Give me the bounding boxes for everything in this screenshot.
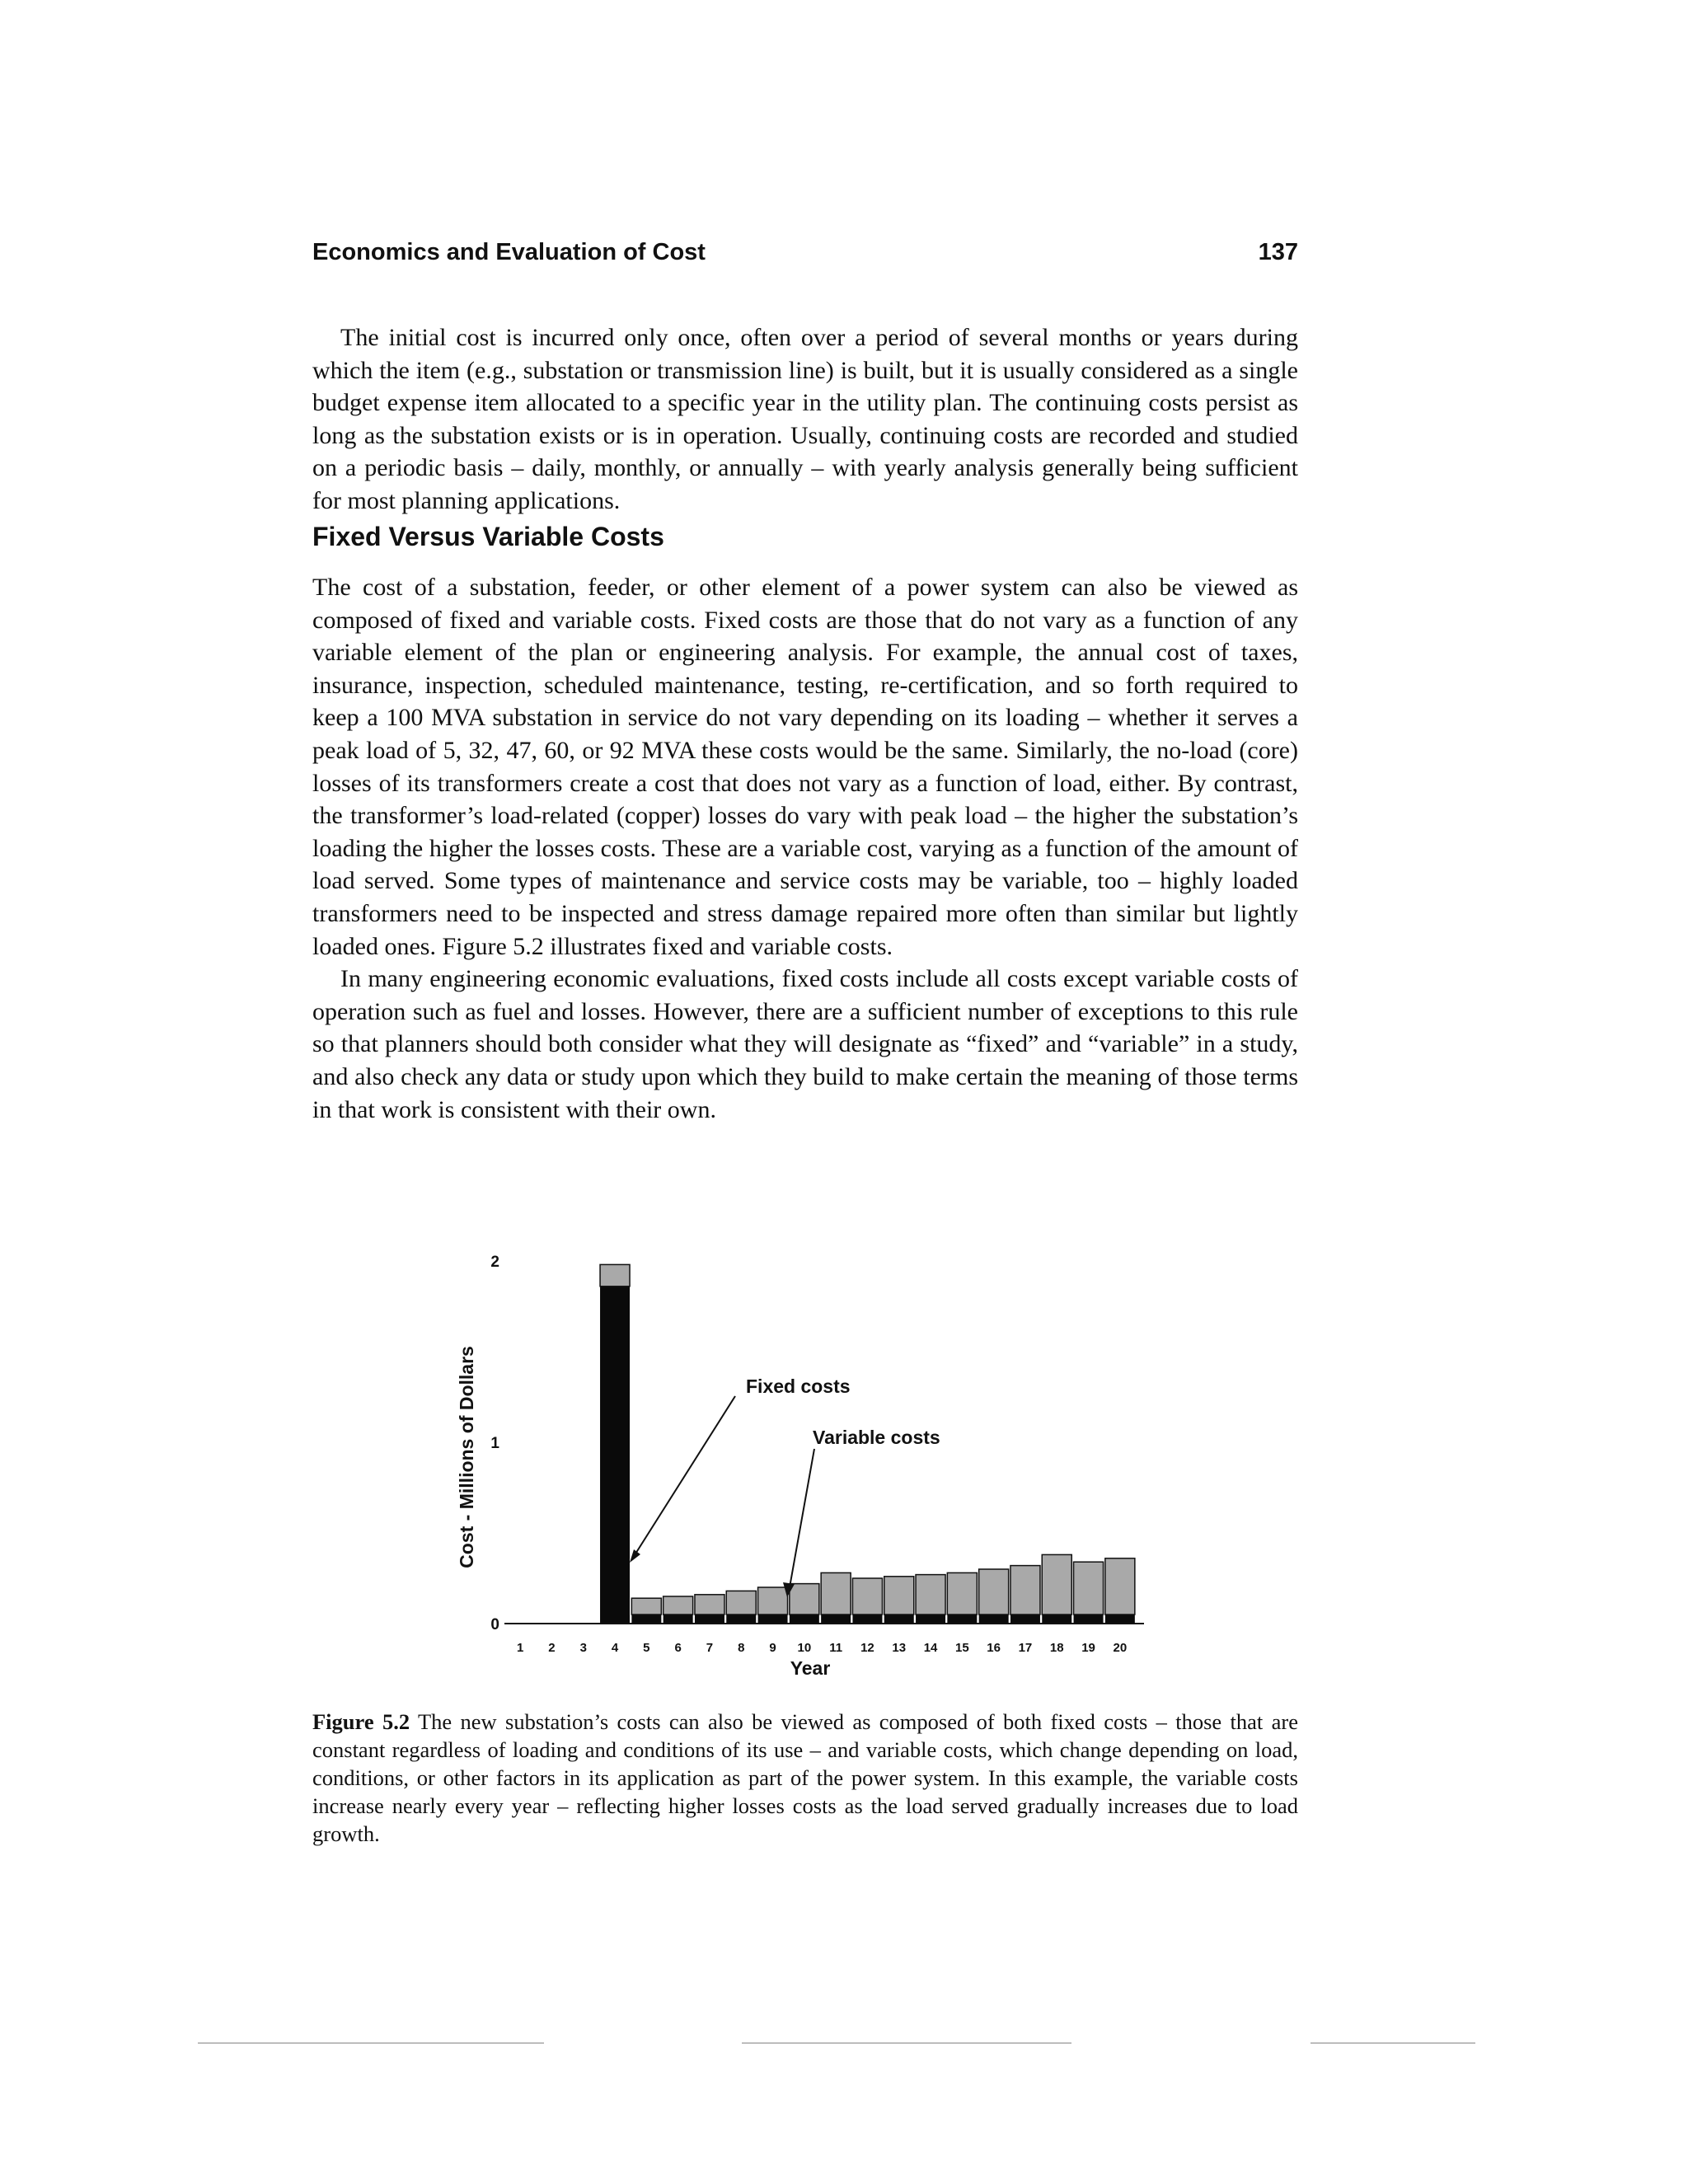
figure-5-2	[445, 1244, 1187, 1706]
x-tick-label: 16	[987, 1641, 1001, 1655]
x-tick-label: 1	[516, 1641, 524, 1655]
bar-fixed-year-7	[695, 1615, 724, 1624]
fixed-costs-pointer	[633, 1396, 735, 1558]
bar-fixed-year-20	[1105, 1615, 1135, 1624]
bar-fixed-year-16	[979, 1615, 1009, 1624]
variable-costs-pointer	[790, 1449, 814, 1587]
x-tick-label: 9	[769, 1641, 776, 1655]
cost-chart	[445, 1244, 1187, 1706]
fixed-costs-arrowhead	[630, 1549, 640, 1563]
bar-variable-year-20	[1105, 1558, 1135, 1615]
bar-fixed-year-9	[758, 1615, 788, 1624]
y-ticks	[490, 1254, 499, 1633]
x-tick-label: 12	[860, 1641, 874, 1655]
y-axis-label: Cost - Millions of Dollars	[456, 1346, 477, 1568]
x-tick-label: 11	[829, 1641, 843, 1655]
bar-variable-year-17	[1010, 1566, 1040, 1615]
bar-variable-year-15	[947, 1572, 977, 1615]
bar-variable-year-14	[916, 1575, 945, 1615]
bar-variable-year-19	[1074, 1562, 1104, 1615]
x-tick-label: 18	[1049, 1641, 1064, 1655]
x-tick-label: 13	[892, 1641, 907, 1655]
figure-label: Figure 5.2	[312, 1709, 410, 1734]
bar-fixed-year-8	[726, 1615, 756, 1624]
section-heading: Fixed Versus Variable Costs	[312, 522, 664, 551]
bar-variable-year-4	[600, 1264, 630, 1286]
x-tick-label: 3	[579, 1641, 587, 1655]
running-head	[312, 239, 1298, 266]
bar-fixed-year-13	[884, 1615, 914, 1624]
paragraph-evaluations: In many engineering economic evaluations, fixed costs include all costs except variable costs of operation such as fuel and losses. However, there are a sufficient number of exceptions to this rule so that planners should both consider what they will designate as “fixed” and “variable” in a study, and also check any data or study upon which they build to make certain the meaning of those terms in that work is consistent with their own.	[312, 965, 1298, 1123]
bar-fixed-year-18	[1042, 1615, 1071, 1624]
bar-fixed-year-5	[631, 1615, 661, 1624]
x-tick-label: 2	[548, 1641, 556, 1655]
section-body	[312, 571, 1298, 1126]
x-tick-label: 5	[643, 1641, 650, 1655]
x-axis-label: Year	[790, 1657, 831, 1679]
bar-variable-year-8	[726, 1591, 756, 1615]
x-tick-label: 8	[738, 1641, 745, 1655]
bar-fixed-year-6	[663, 1615, 693, 1624]
y-tick-label: 1	[490, 1435, 499, 1452]
fixed-costs-annotation: Fixed costs	[746, 1376, 851, 1397]
x-tick-label: 4	[611, 1641, 619, 1655]
intro-paragraph: The initial cost is incurred only once, often over a period of several months or years during which the item (e.g., substation or transmission line) is built, but it is usually considered as a single budget expense item allocated to a specific year in the utility plan. The continuing costs persist as long as the substation exists or is in operation. Usually, continuing costs are recorded and studied on a periodic basis – daily, monthly, or annually – with yearly analysis generally being sufficient for most planning applications.	[312, 324, 1298, 514]
y-tick-label: 2	[490, 1254, 499, 1271]
bar-variable-year-16	[979, 1569, 1009, 1615]
x-ticks	[517, 1641, 1127, 1655]
figure-caption	[312, 1708, 1298, 1848]
bar-variable-year-6	[663, 1596, 693, 1615]
caption-text: The new substation’s costs can also be viewed as composed of both fixed costs – those that are constant regardless of loading and conditions of its use – and variable costs, which change depending on load, conditions, or other factors in its application as part of the power system. In this example, the variable costs increase nearly every year – reflecting higher losses costs as the load served gradually increases due to load growth.	[312, 1709, 1298, 1846]
scan-artifact-line-middle	[742, 2042, 1071, 2044]
scan-artifact-line-left	[198, 2042, 544, 2044]
x-tick-label: 10	[797, 1641, 812, 1655]
bar-fixed-year-11	[821, 1615, 851, 1624]
x-tick-label: 7	[706, 1641, 714, 1655]
intro-block	[312, 321, 1298, 518]
page-number: 137	[1258, 239, 1298, 265]
x-tick-label: 15	[955, 1641, 969, 1655]
bar-fixed-year-14	[916, 1615, 945, 1624]
x-tick-label: 6	[674, 1641, 682, 1655]
bar-fixed-year-4	[600, 1286, 630, 1624]
bar-fixed-year-10	[790, 1615, 819, 1624]
y-tick-label: 0	[490, 1616, 499, 1633]
running-head-title: Economics and Evaluation of Cost	[312, 239, 706, 265]
x-tick-label: 20	[1113, 1641, 1128, 1655]
variable-costs-annotation: Variable costs	[813, 1427, 940, 1448]
x-tick-label: 17	[1018, 1641, 1033, 1655]
bar-variable-year-7	[695, 1595, 724, 1615]
bar-variable-year-11	[821, 1572, 851, 1615]
x-tick-label: 14	[923, 1641, 938, 1655]
paragraph-fixed-variable: The cost of a substation, feeder, or other element of a power system can also be viewed as composed of fixed and variable costs. Fixed costs are those that do not vary as a function of any variable element of the plan or engineering analysis. For example, the annual cost of taxes, insurance, inspection, scheduled maintenance, testing, re-certification, and so forth required to keep a 100 MVA substation in service do not vary depending on its loading – whether it serves a peak load of 5, 32, 47, 60, or 92 MVA these costs would be the same. Similarly, the no-load (core) losses of its transformers create a cost that does not vary as a function of load, either. By contrast, the transformer’s load-related (copper) losses do vary with peak load – the higher the substation’s loading the higher the losses costs. These are a variable cost, varying as a function of the amount of load served. Some types of maintenance and service costs may be variable, too – highly loaded transformers need to be inspected and stress damage repaired more often than similar but lightly loaded ones. Figure 5.2 illustrates fixed and variable costs.	[312, 574, 1298, 960]
bar-variable-year-12	[852, 1578, 882, 1615]
bar-variable-year-9	[758, 1587, 788, 1615]
bar-variable-year-10	[790, 1584, 819, 1615]
x-tick-label: 19	[1081, 1641, 1095, 1655]
bar-variable-year-13	[884, 1577, 914, 1615]
bar-variable-year-18	[1042, 1554, 1071, 1615]
bar-fixed-year-15	[947, 1615, 977, 1624]
bar-fixed-year-19	[1074, 1615, 1104, 1624]
scan-artifact-line-right	[1311, 2042, 1475, 2044]
bar-fixed-year-12	[852, 1615, 882, 1624]
bar-fixed-year-17	[1010, 1615, 1040, 1624]
bar-variable-year-5	[631, 1598, 661, 1615]
